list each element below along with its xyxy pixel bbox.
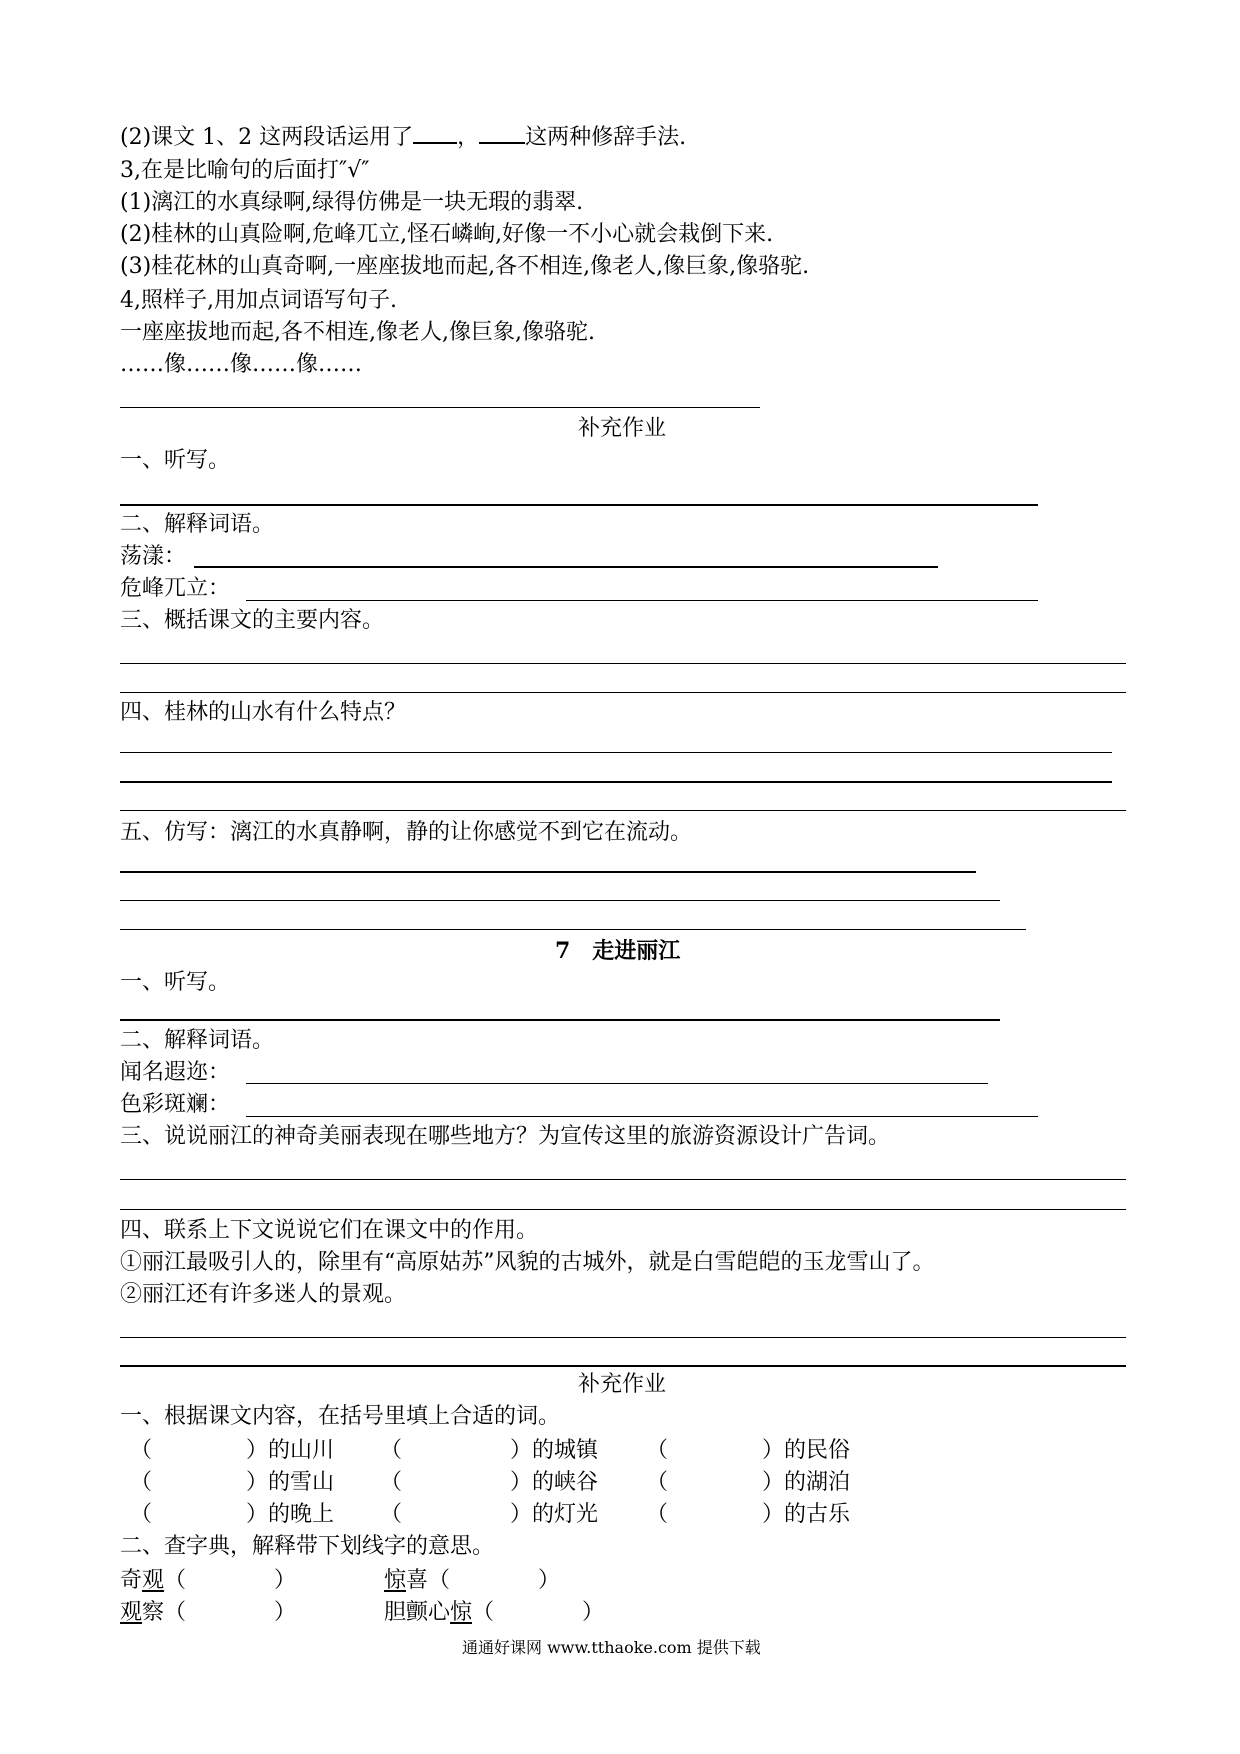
paren-close: ） <box>762 1502 785 1527</box>
word-wenming: 闻名遐迩： <box>120 1060 231 1085</box>
fill-item: 的雪山 <box>268 1470 335 1495</box>
paren-open: （ <box>646 1502 669 1527</box>
lesson-title: 7 走进丽江 <box>555 938 681 964</box>
fill-heading: 一、根据课文内容，在括号里填上合适的词。 <box>120 1404 561 1429</box>
underlined-char: 观 <box>142 1568 165 1593</box>
word-secai: 色彩斑斓： <box>120 1092 231 1117</box>
underlined-char: 惊 <box>450 1600 473 1625</box>
dict-item-danchan <box>384 1602 604 1624</box>
q4-heading: 4,照样子,用加点词语写句子. <box>120 288 397 313</box>
l7-dictation-heading: 一、听写。 <box>120 970 231 995</box>
footer-credit: 通通好课网 www.tthaoke.com 提供下载 <box>462 1638 761 1657</box>
underlined-char: 惊 <box>384 1568 407 1593</box>
ad-line-1[interactable] <box>120 1179 1126 1180</box>
context-sentence-2: ②丽江还有许多迷人的景观。 <box>120 1282 407 1307</box>
l7-ad-heading: 三、说说丽江的神奇美丽表现在哪些地方？为宣传这里的旅游资源设计广告词。 <box>120 1124 891 1149</box>
features-line-2[interactable] <box>120 781 1112 783</box>
rhetoric-text-post: 这两种修辞手法. <box>525 125 687 150</box>
paren-close: ） <box>246 1438 269 1463</box>
summary-line-1[interactable] <box>120 663 1126 664</box>
fill-item: 的晚上 <box>268 1502 335 1527</box>
word-dangyang: 荡漾： <box>120 544 187 569</box>
supplement-title-2: 补充作业 <box>578 1372 667 1397</box>
rhetoric-comma: ， <box>457 125 480 150</box>
l7-context-heading: 四、联系上下文说说它们在课文中的作用。 <box>120 1218 539 1243</box>
summary-heading: 三、概括课文的主要内容。 <box>120 608 385 633</box>
imitate-heading: 五、仿写：漓江的水真静啊，静的让你感觉不到它在流动。 <box>120 820 693 845</box>
ad-line-2[interactable] <box>120 1209 1126 1210</box>
summary-line-2[interactable] <box>120 692 1126 693</box>
dict-item-guancha <box>120 1602 296 1624</box>
paren-open: （ <box>380 1470 403 1495</box>
fill-item: 的山川 <box>268 1438 335 1463</box>
word-wenming-line[interactable] <box>246 1083 988 1084</box>
q3-heading: 3,在是比喻句的后面打″√″ <box>120 158 370 183</box>
dict-char: 察 <box>142 1600 165 1625</box>
word-secai-line[interactable] <box>246 1116 1038 1117</box>
imitate-line-2[interactable] <box>120 900 1000 901</box>
fill-item: 的民俗 <box>784 1438 851 1463</box>
example-sentence: 一座座拔地而起,各不相连,像老人,像巨象,像骆驼. <box>120 320 595 345</box>
features-line-3[interactable] <box>120 810 1126 811</box>
paren-open: （ <box>130 1470 153 1495</box>
features-heading: 四、桂林的山水有什么特点？ <box>120 700 407 725</box>
features-line-1[interactable] <box>120 752 1112 753</box>
fill-item: 的灯光 <box>532 1502 599 1527</box>
sentence-1: (1)漓江的水真绿啊,绿得仿佛是一块无瑕的翡翠. <box>120 190 584 215</box>
dict-answer[interactable]: （ ） <box>472 1600 605 1625</box>
context-line-1[interactable] <box>120 1337 1126 1338</box>
dict-item-jingxi <box>384 1570 560 1592</box>
fill-item: 的湖泊 <box>784 1470 851 1495</box>
blank-2[interactable] <box>479 124 525 144</box>
explain-heading: 二、解释词语。 <box>120 512 275 537</box>
paren-open: （ <box>646 1438 669 1463</box>
imitate-line-3[interactable] <box>120 929 1026 930</box>
underlined-char: 观 <box>120 1600 143 1625</box>
word-weifeng: 危峰兀立： <box>120 576 231 601</box>
dictation-heading: 一、听写。 <box>120 448 231 473</box>
paren-close: ） <box>510 1438 533 1463</box>
rhetoric-text-pre: (2)课文 1、2 这两段话运用了 <box>120 125 414 150</box>
fill-item: 的峡谷 <box>532 1470 599 1495</box>
paren-close: ） <box>510 1502 533 1527</box>
dict-answer[interactable]: （ ） <box>164 1568 297 1593</box>
context-line-2[interactable] <box>120 1365 1126 1367</box>
word-dangyang-line[interactable] <box>194 566 938 568</box>
dict-item-qiguan <box>120 1570 296 1592</box>
dict-char: 奇 <box>120 1568 143 1593</box>
context-sentence-1: ①丽江最吸引人的，除里有“高原姑苏”风貌的古城外，就是白雪皑皑的玉龙雪山了。 <box>120 1250 935 1275</box>
pattern-sentence: ……像……像……像…… <box>120 352 363 377</box>
line-rhetoric <box>120 124 686 149</box>
imitate-line-1[interactable] <box>120 871 976 873</box>
dict-answer[interactable]: （ ） <box>428 1568 561 1593</box>
answer-line[interactable] <box>120 407 760 408</box>
l7-explain-heading: 二、解释词语。 <box>120 1028 275 1053</box>
blank-1[interactable] <box>413 124 457 144</box>
paren-close: ） <box>510 1470 533 1495</box>
l7-dictation-line[interactable] <box>120 1019 1000 1021</box>
fill-item: 的古乐 <box>784 1502 851 1527</box>
paren-close: ） <box>246 1470 269 1495</box>
dictionary-heading: 二、查字典，解释带下划线字的意思。 <box>120 1534 495 1559</box>
paren-open: （ <box>130 1438 153 1463</box>
sentence-3: (3)桂花林的山真奇啊,一座座拔地而起,各不相连,像老人,像巨象,像骆驼. <box>120 254 810 279</box>
dictation-line[interactable] <box>120 504 1038 506</box>
sentence-2: (2)桂林的山真险啊,危峰兀立,怪石嶙峋,好像一不小心就会栽倒下来. <box>120 222 774 247</box>
paren-close: ） <box>762 1438 785 1463</box>
paren-open: （ <box>130 1502 153 1527</box>
paren-close: ） <box>246 1502 269 1527</box>
word-weifeng-line[interactable] <box>246 600 1038 601</box>
paren-close: ） <box>762 1470 785 1495</box>
paren-open: （ <box>646 1470 669 1495</box>
paren-open: （ <box>380 1502 403 1527</box>
dict-char: 喜 <box>406 1568 429 1593</box>
supplement-title-1: 补充作业 <box>578 416 667 441</box>
fill-item: 的城镇 <box>532 1438 599 1463</box>
dict-char: 胆颤心 <box>384 1600 451 1625</box>
dict-answer[interactable]: （ ） <box>164 1600 297 1625</box>
paren-open: （ <box>380 1438 403 1463</box>
